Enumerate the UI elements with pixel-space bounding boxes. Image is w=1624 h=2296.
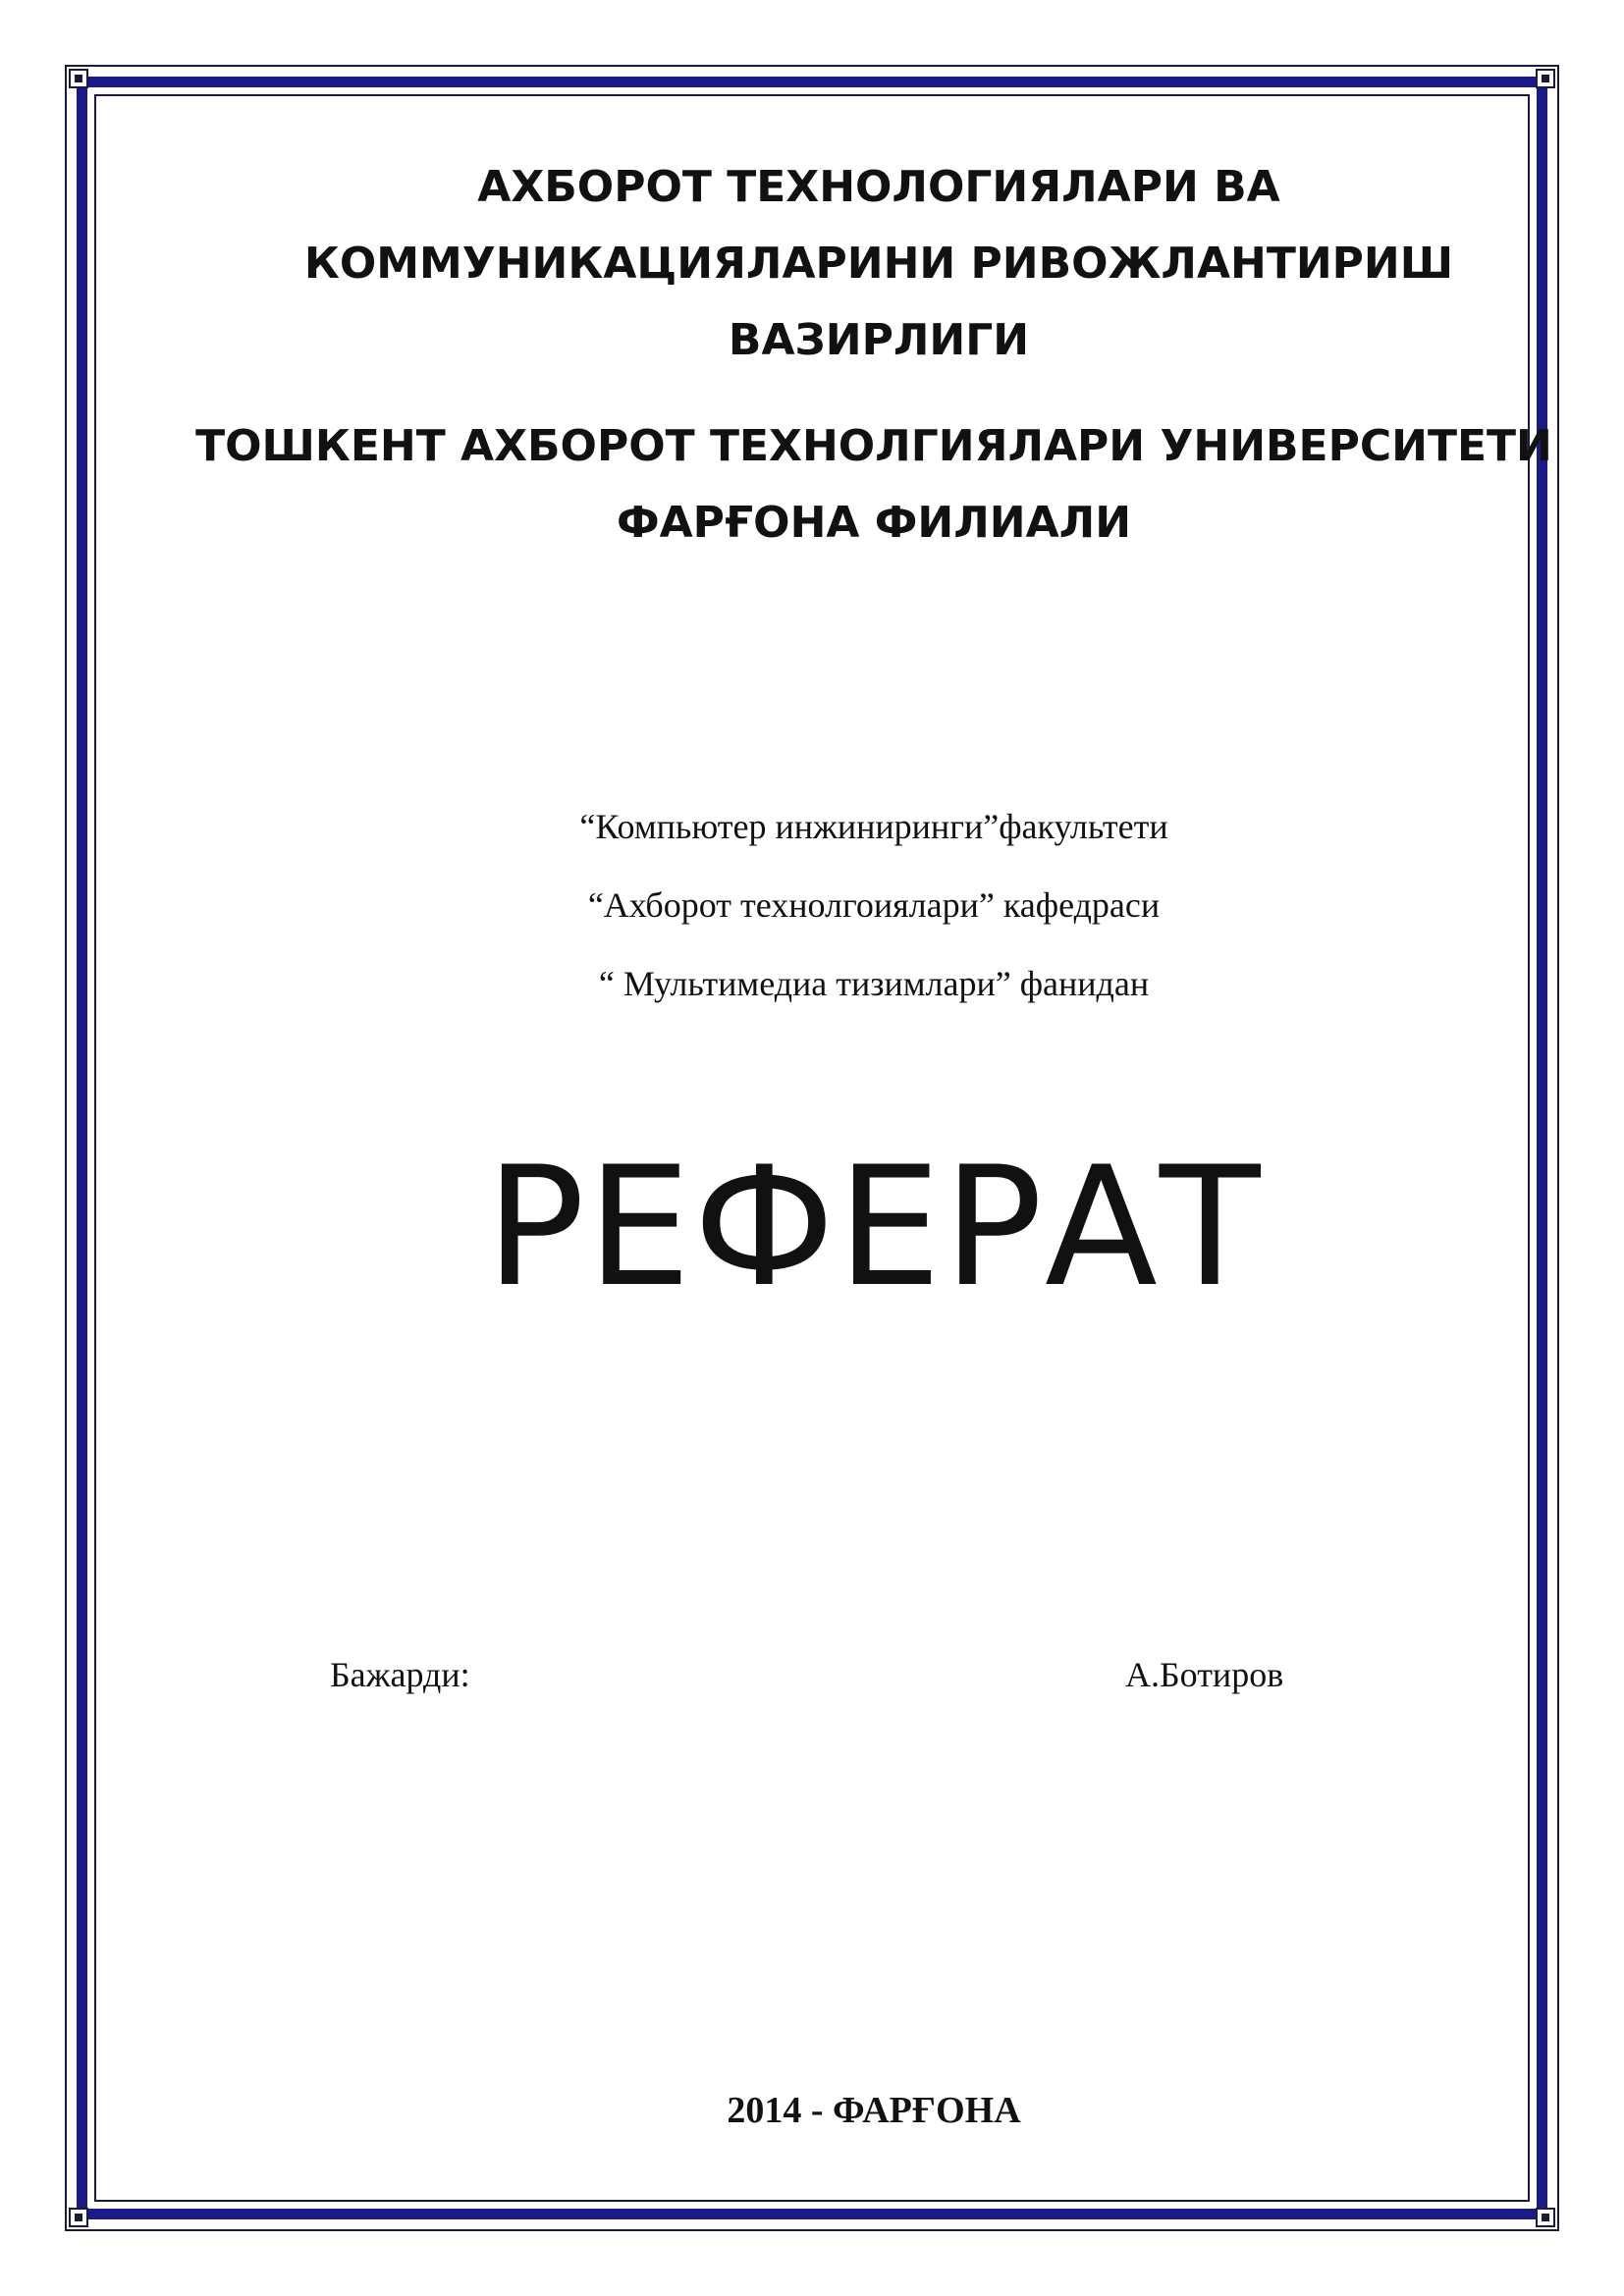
- corner-ornament-top-right: [1528, 61, 1563, 96]
- corner-ornament-bottom-left: [61, 2200, 96, 2235]
- corner-ornament-top-left: [61, 61, 96, 96]
- year-city-footer: 2014 - ФАРҒОНА: [727, 2090, 1021, 2131]
- faculty-line: “Компьютер инжиниринги”факультети: [579, 807, 1168, 846]
- performed-by-label: Бажарди:: [330, 1655, 470, 1694]
- author-name: А.Ботиров: [1125, 1655, 1284, 1694]
- university-heading: ТОШКЕНТ АХБОРОТ ТЕХНОЛГИЯЛАРИ УНИВЕРСИТЕТИ ФАРҒОНА ФИЛИАЛИ: [195, 421, 1552, 548]
- document-type-title: РЕФЕРАТ: [485, 1131, 1263, 1323]
- subject-line: “ Мультимедиа тизимлари” фанидан: [598, 964, 1150, 1003]
- department-line: “Ахборот технолгоиялари” кафедраси: [587, 885, 1161, 925]
- corner-ornament-bottom-right: [1528, 2200, 1563, 2235]
- ministry-heading: АХБОРОТ ТЕХНОЛОГИЯЛАРИ ВА КОММУНИКАЦИЯЛАРИНИ РИВОЖЛАНТИРИШ ВАЗИРЛИГИ: [303, 162, 1454, 365]
